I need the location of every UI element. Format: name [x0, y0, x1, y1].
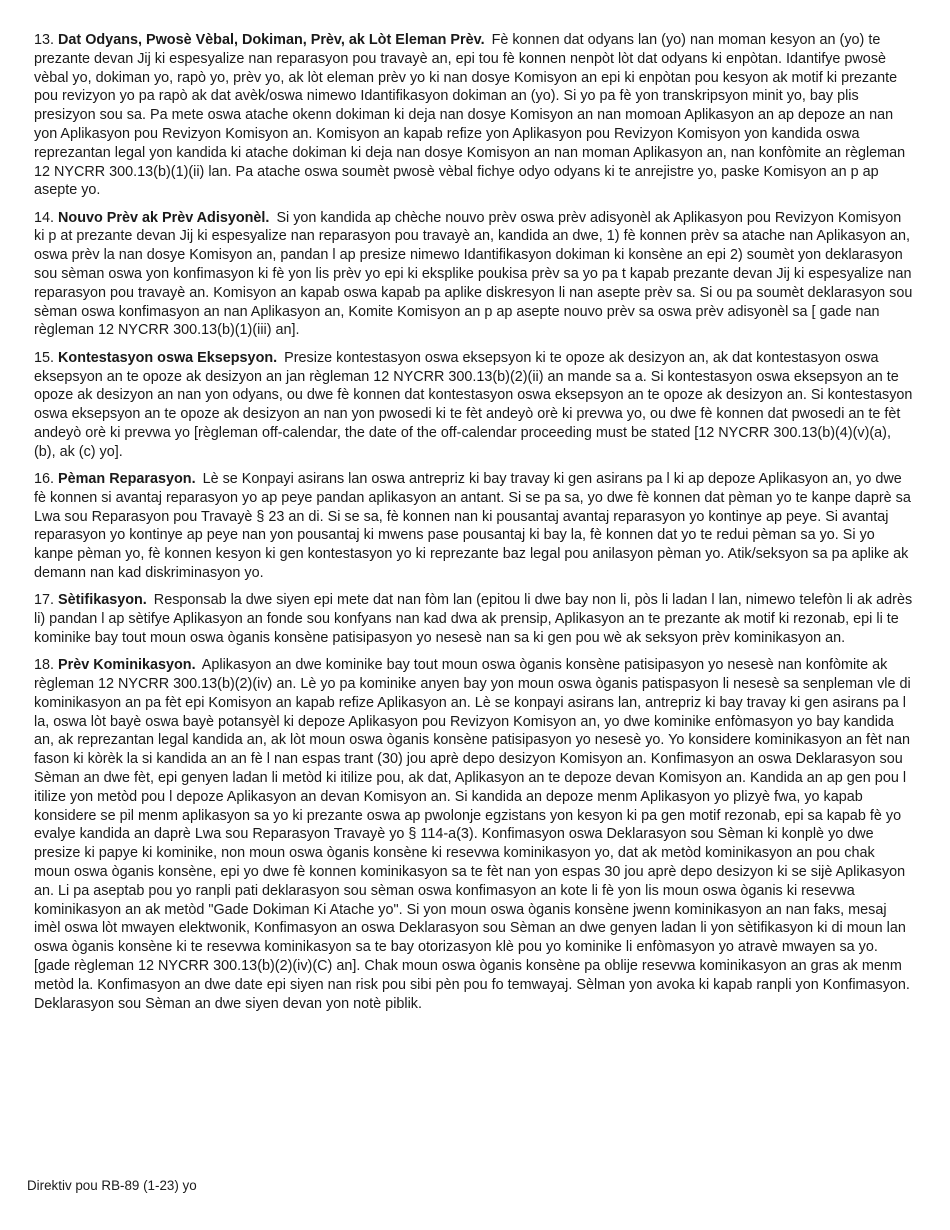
- section-body: Si yon kandida ap chèche nouvo prèv oswa prèv adisyonèl ak Aplikasyon pou Revizyon Komisyon ki p at prezante devan Jij ki espesyalize nan reparasyon pou travayè an, kandida an dwe, 1) fè konnen prèv sa atache nan Aplikasyon an, oswa prèv la nan dosye Komisyon an, pandan l ap presize nimewo Idantifikasyon dokiman ki konsène an epi 2) soumèt yon deklarasyon sou sèman oswa yon konfimasyon ki fè yon lis prèv yo epi ki eksplike poukisa prèv sa yo pa t kapab prezante devan Jij ki espesyalize nan reparasyon pou travayè an. Komisyon an kapab oswa kapab pa aplike diskresyon li nan asepte prèv sa. Si ou pa soumèt deklarasyon sou sèman oswa konfimasyon an nan Aplikasyon an, Komite Komisyon an p ap asepte nouvo prèv sa oswa prèv adisyonèl sa [ gade nan règleman 12 NYCRR 300.13(b)(1)(iii) an].: [34, 209, 913, 339]
- section-body: Lè se Konpayi asirans lan oswa antrepriz ki bay travay ki gen asirans pa l ki ap depoze Aplikasyon an, yo dwe fè konnen si avantaj reparasyon yo ap peye pandan aplikasyon an antant. Si se pa sa, yo dwe fè konnen dat pèman yo te kanpe daprè sa Lwa sou Reparasyon pou Travayè § 23 an di. Si se sa, fè konnen nan ki pousantaj avantaj reparasyon yo kontinye ap peye. Si avantaj reparasyon yo kontinye ap peye nan yon pousantaj ki mwens pase pousantaj ki bay la, fè konnen dat yo te redui pèman sa yo. Si yo kanpe pèman yo, fè konnen kesyon ki gen kontestasyon yo ki reprezante baz legal pou anilasyon pèman yo. Atik/seksyon sa pa aplike ak demann nan kad diskriminasyon yo.: [34, 471, 911, 582]
- section-heading: Pèman Reparasyon.: [58, 471, 196, 488]
- section-number: 16.: [34, 471, 55, 488]
- section-body: Presize kontestasyon oswa eksepsyon ki te opoze ak desizyon an, ak dat kontestasyon oswa eksepsyon an te opoze ak desizyon an jan règleman 12 NYCRR 300.13(b)(2)(ii) an mande sa a. Si kontestasyon oswa eksepsyon an te opoze ak desizyon an nan yon odyans, ou dwe fè konnen dat kontestasyon oswa eksepsyon an te opoze ak desizyon an. Si kontestasyon oswa eksepsyon an te opoze ak desizyon an nan yon pwosedi ki te fèt andeyò orè ki prevwa yo, ou dwe fè konnen dat pwosedi an te fèt andeyò orè ki prevwa yo [règleman off-calendar, the date of the off-calendar proceeding must be stated [12 NYCRR 300.13(b)(4)(v)(a), (b), ak (c) yo].: [34, 349, 913, 460]
- section-number: 15.: [34, 349, 55, 366]
- section-number: 13.: [34, 32, 55, 48]
- section-heading: Kontestasyon oswa Eksepsyon.: [58, 349, 278, 366]
- instructions-page: [34, 31, 914, 1022]
- section-14-new-evidence: [34, 209, 914, 341]
- section-13-hearing-dates: [34, 31, 914, 200]
- section-number: 17.: [34, 592, 55, 609]
- section-16-compensation-payment: [34, 470, 914, 583]
- section-heading: Nouvo Prèv ak Prèv Adisyonèl.: [58, 209, 270, 226]
- section-heading: Prèv Kominikasyon.: [58, 657, 196, 674]
- section-17-certification: [34, 591, 914, 647]
- section-body: Responsab la dwe siyen epi mete dat nan fòm lan (epitou li dwe bay non li, pòs li ladan l lan, nimewo telefòn li ak adrès li) pandan l ap sètifye Aplikasyon an fonde sou konfyans nan kad dwa ak prensip, Aplikasyon an te prezante ak motif ki rezonab, epi li te kominike bay tout moun oswa òganis konsène patisipasyon yo nesesè nan sa ki gen pou wè ak seksyon prèv kominikasyon an.: [34, 592, 913, 646]
- section-number: 14.: [34, 209, 55, 226]
- section-heading: Dat Odyans, Pwosè Vèbal, Dokiman, Prèv, ak Lòt Eleman Prèv.: [58, 32, 485, 48]
- footer-form-id: Direktiv pou RB-89 (1-23) yo: [27, 1178, 197, 1193]
- section-body: Aplikasyon an dwe kominike bay tout moun oswa òganis konsène patisipasyon yo nesesè nan konfòmite ak règleman 12 NYCRR 300.13(b)(2)(iv) an. Lè yo pa kominike anyen bay yon moun oswa òganis patispasyon li nesesè sa senpleman vle di kominikasyon an pa fèt epi Komisyon an kapab refize Aplikasyon an. Lè se konpayi asirans lan, antrepriz ki bay travay ki gen asirans pa l la, oswa lòt bayè oswa bayè potansyèl ki depoze Aplikasyon pou Revizyon Komisyon an, yo dwe kominike enfòmasyon yo bay kandida an, ak reprezantan legal kandida an, ak lòt moun oswa òganis konsène patisipasyon yo nesesè yo. Yo konsidere kominikasyon an fèt nan fason ki kòrèk la si kandida an an fè l nan espas trant (30) jou aprè depo desizyon Komisyon an. Konfimasyon an oswa Deklarasyon sou Sèman an dwe fèt, epi genyen ladan li metòd ki itilize pou, ak dat, Aplikasyon an te depoze devan Komisyon an. Kandida an ap gen pou l itilize yon metòd pou l depoze Aplikasyon an devan Komisyon an. Si kandida an depoze menm Aplikasyon yo plizyè fwa, yo kapab konsidere se pil menm aplikasyon sa yo ki prezante oswa ap pwolonje egzistans yon kesyon ki pa gen motif rezonab, epi sa kapab fè yo evalye kandida an daprè Lwa sou Reparasyon Travayè yo § 114-a(3). Konfimasyon oswa Deklarasyon sou Sèman ki konplè yo dwe presize ki papye ki kominike, non moun oswa òganis konsène ki resevwa kominikasyon yo, dat ak metòd kominikasyon an pou chak moun oswa òganis konsène, epi yo dwe fè konnen kominikasyon sa te fèt nan yon espas 30 jou aprè depo desizyon ki se sijè Aplikasyon an. Li pa aseptab pou yo ranpli pati deklarasyon sou sèman oswa konfimasyon an kote li fè yon lis moun oswa òganis ki resevwa kominikasyon an ak metòd "Gade Dokiman Ki Atache yo". Si yon moun oswa òganis konsène jwenn kominikasyon an nan faks, mesaj imèl oswa lòt mwayen elektwonik, Konfimasyon an oswa Deklarasyon sou Sèman an dwe genyen ladan li yon sètifikasyon ki di moun lan oswa òganis konsène ki te resevwa kominikasyon sa te bay otorizasyon klè pou yo kominike li enfòmasyon yo atravè mwayen sa yo. [gade règleman 12 NYCRR 300.13(b)(2)(iv)(C) an]. Chak moun oswa òganis konsène pa oblije resevwa kominikasyon an gras ak menm metòd la. Konfimasyon an dwe date epi siyen nan risk pou sibi pèn pou fo temwayaj. Sèlman yon avoka ki kapab ranpli yon Konfimasyon. Deklarasyon sou Sèman an dwe siyen devan yon notè piblik.: [34, 657, 911, 1012]
- section-number: 18.: [34, 657, 55, 674]
- section-15-objections: [34, 349, 914, 462]
- section-18-proof-of-service: [34, 656, 914, 1013]
- section-body: Fè konnen dat odyans lan (yo) nan moman kesyon an (yo) te prezante devan Jij ki espesyalize nan reparasyon pou travayè an, epi tou fè konnen nenpòt lòt dat odyans ki enpòtan. Idantifye pwosè vèbal yo, dokiman yo, rapò yo, prèv yo, ak lòt eleman prèv yo ki nan dosye Komisyon an epi ki enpòtan pou kesyon ak motif ki prezante pou revizyon yo pa rapò ak dat avèk/oswa nimewo Idantifikasyon dokiman an (yo). Si yo pa fè yon transkripsyon minit yo, bay plis presizyon sou sa. Pa mete oswa atache okenn dokiman ki deja nan dosye Komisyon an nan momoan Aplikasyon an ap depoze an nan yon Aplikasyon pou Revizyon Komisyon an. Komisyon an kapab refize yon Aplikasyon pou Revizyon Komisyon yon kandida oswa reprezantan legal yon kandida ki atache dokiman ki deja nan dosye Komisyon an nan moman Aplikasyon an, nan konfòmite an règleman 12 NYCRR 300.13(b)(1)(ii) lan. Pa atache oswa soumèt pwosè vèbal fichye odyo odyans ki te anrejistre yo, paske Komisyon an p ap asepte yo.: [34, 32, 906, 199]
- section-heading: Sètifikasyon.: [58, 592, 147, 609]
